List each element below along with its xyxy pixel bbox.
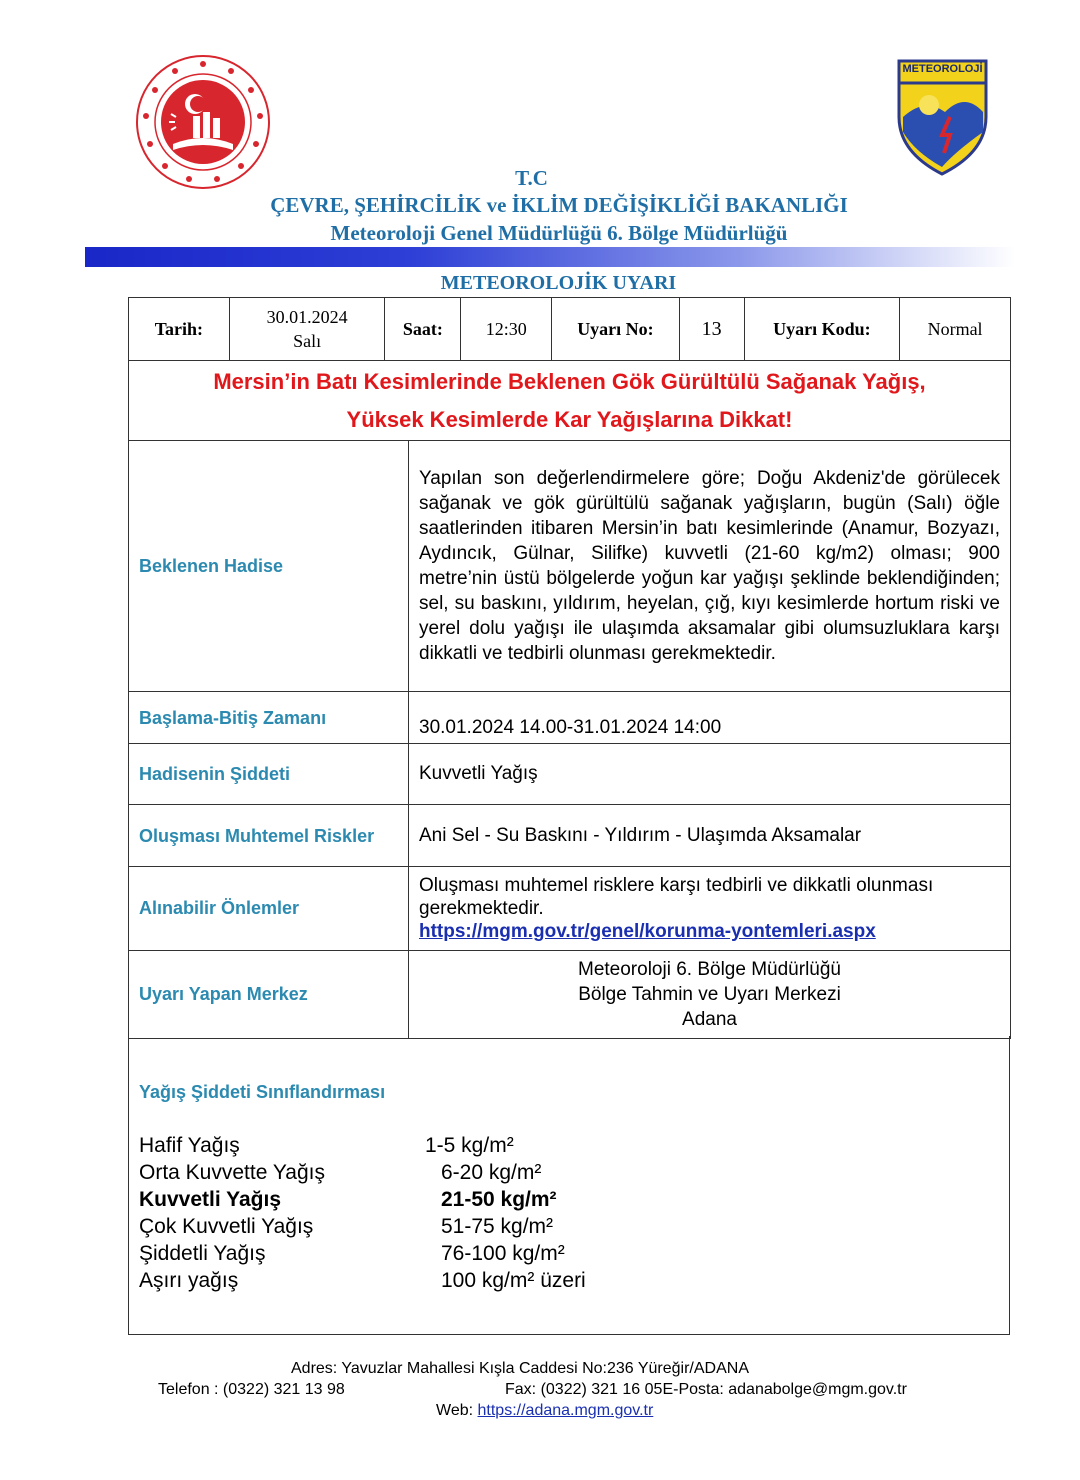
row-risks [129, 805, 1011, 867]
classification-title: Yağış Şiddeti Sınıflandırması [139, 1082, 386, 1102]
headline-line2: Yüksek Kesimlerde Kar Yağışlarına Dikkat! [346, 406, 793, 432]
meteoroloji-shield-logo [895, 57, 990, 177]
footer-address: Adres: Yavuzlar Mahallesi Kışla Caddesi No:236 Yüreğir/ADANA [291, 1360, 749, 1377]
measures-cell [409, 867, 1011, 951]
row-center [129, 951, 1011, 1039]
day-value: Salı [293, 331, 322, 351]
class-value: 100 kg/m² üzeri [441, 1269, 586, 1292]
severity-value: Kuvvetli Yağış [409, 744, 1011, 805]
start-end-label: Başlama-Bitiş Zamanı [129, 692, 409, 744]
class-name: Aşırı yağış [139, 1269, 239, 1292]
center-label: Uyarı Yapan Merkez [129, 951, 409, 1039]
footer-web [436, 1402, 653, 1420]
header-tc: T.C [515, 166, 548, 190]
footer-web-link[interactable]: https://adana.mgm.gov.tr [477, 1402, 654, 1419]
footer-phone: Telefon : (0322) 321 13 98 [158, 1381, 345, 1398]
measures-label: Alınabilir Önlemler [129, 867, 409, 951]
center-line2: Bölge Tahmin ve Uyarı Merkezi [578, 984, 841, 1005]
warning-no-label: Uyarı No: [552, 298, 680, 361]
date-label: Tarih: [129, 298, 230, 361]
class-value: 6-20 kg/m² [441, 1161, 542, 1184]
warning-no-value: 13 [679, 298, 744, 361]
date-cell [229, 298, 385, 361]
class-value: 51-75 kg/m² [441, 1215, 554, 1238]
date-value: 30.01.2024 [266, 307, 348, 327]
class-name: Şiddetli Yağış [139, 1242, 266, 1265]
class-value: 1-5 kg/m² [425, 1134, 514, 1157]
class-name: Çok Kuvvetli Yağış [139, 1215, 314, 1238]
measures-value: Oluşması muhtemel risklere karşı tedbirli ve dikkatli olunması gerekmektedir. [419, 875, 934, 919]
center-line1: Meteoroloji 6. Bölge Müdürlüğü [578, 959, 841, 980]
header-directorate: Meteoroloji Genel Müdürlüğü 6. Bölge Müdürlüğü [330, 221, 788, 245]
class-name: Orta Kuvvette Yağış [139, 1161, 325, 1184]
row-start-end [129, 692, 1011, 744]
row-measures [129, 867, 1011, 951]
class-value: 76-100 kg/m² [441, 1242, 565, 1265]
time-label: Saat: [385, 298, 461, 361]
logo-text: METEOROLOJİ [902, 63, 983, 75]
severity-label: Hadisenin Şiddeti [129, 744, 409, 805]
expected-event-value: Yapılan son değerlendirmelere göre; Doğu Akdeniz'de görülecek sağanak ve gök gürültülü sağanak yağışların, bugün (Salı) öğle saatlerinden itibaren Mersin’in batı kesimlerinde (Anamur, Bozyazı, Aydıncık, Gülnar, Silifke) kuvvetli (21-60 kg/m2) olması; 900 metre’nin üstü bölgelerde yoğun kar yağışı şeklinde beklendiğinden; sel, su baskını, yıldırım, heyelan, çığ, kıyı kesimlerde hortum riski ve yerel dolu yağışı ile ulaşımda aksamalar gibi olumsuzluklara karşı dikkatli ve tedbirli olunması gerekmektedir. [409, 441, 1011, 692]
footer-web-label: Web: [436, 1402, 474, 1419]
warning-code-value: Normal [900, 298, 1011, 361]
headline-line1: Mersin’in Batı Kesimlerinde Beklenen Gök Gürültülü Sağanak Yağış, [213, 368, 926, 394]
start-end-value: 30.01.2024 14.00-31.01.2024 14:00 [409, 692, 1011, 744]
time-value: 12:30 [461, 298, 552, 361]
risks-value: Ani Sel - Su Baskını - Yıldırım - Ulaşımda Aksamalar [409, 805, 1011, 867]
center-cell [409, 951, 1011, 1039]
warning-details-table [128, 360, 1011, 1039]
classification-box [128, 1036, 1010, 1335]
row-severity [129, 744, 1011, 805]
row-expected-event [129, 441, 1011, 692]
protection-methods-link[interactable]: https://mgm.gov.tr/genel/korunma-yontemleri.aspx [419, 921, 876, 942]
warning-code-label: Uyarı Kodu: [744, 298, 900, 361]
class-name: Kuvvetli Yağış [139, 1188, 282, 1211]
risks-label: Oluşması Muhtemel Riskler [129, 805, 409, 867]
header-ministry: ÇEVRE, ŞEHİRCİLİK ve İKLİM DEĞİŞİKLİĞİ BAKANLIĞI [270, 193, 848, 217]
meta-table [128, 297, 1011, 361]
expected-event-label: Beklenen Hadise [129, 441, 409, 692]
header-gradient-bar [85, 247, 1015, 267]
headline-cell [129, 361, 1011, 441]
class-name: Hafif Yağış [139, 1134, 240, 1157]
center-line3: Adana [682, 1009, 737, 1030]
class-value: 21-50 kg/m² [441, 1188, 557, 1211]
document-title: METEOROLOJİK UYARI [440, 272, 677, 294]
footer-fax-email: Fax: (0322) 321 16 05E-Posta: adanabolge@mgm.gov.tr [505, 1381, 907, 1398]
